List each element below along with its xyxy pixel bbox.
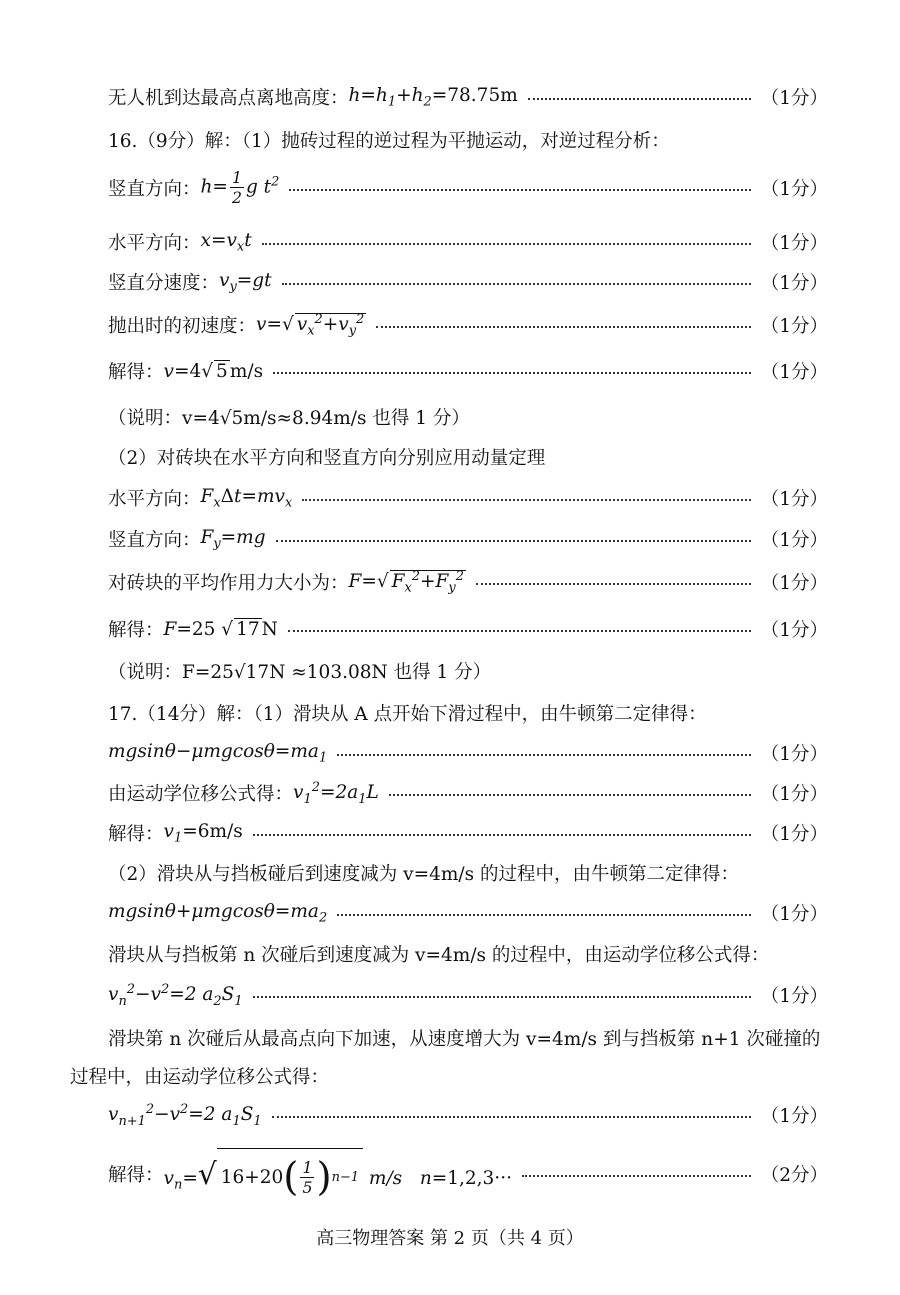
formula: $v_n^2-v^2=2$ $a_2S_1$ (108, 982, 243, 1009)
answer-line (108, 740, 828, 766)
formula: $v_y=gt$ (219, 269, 272, 295)
answer-line (108, 1102, 828, 1129)
line-label: 解得： (108, 620, 164, 641)
line-label: 对砖块的平均作用力大小为： (108, 573, 349, 595)
answer-line (108, 1148, 828, 1200)
question-heading (108, 700, 707, 726)
leader-dots (376, 326, 750, 328)
formula: $h=h_1+h_2=78.75m$ (348, 84, 518, 110)
score: （1分） (760, 178, 828, 200)
score: （2分） (760, 1165, 828, 1186)
heading-text: 17.（14分）解：（1）滑块从 A 点开始下滑过程中，由牛顿第二定律得： (108, 704, 707, 725)
line-label: 解得： (108, 1165, 164, 1186)
note (108, 658, 491, 684)
answer-line (108, 616, 828, 642)
paragraph-text: 过程中，由运动学位移公式得： (70, 1067, 330, 1088)
score: （1分） (760, 744, 828, 765)
score: （1分） (760, 233, 828, 254)
leader-dots (289, 189, 750, 191)
answer-line (108, 900, 828, 926)
formula: $mgsin\theta-\mu mgcos\theta=ma_1$ (108, 740, 328, 766)
leader-dots (253, 996, 751, 998)
formula: $x=v_xt$ (200, 229, 252, 255)
score: （1分） (760, 904, 828, 925)
answer-line (108, 84, 828, 110)
paragraph-text: 滑块第 n 次碰后从最高点向下加速，从速度增大为 v=4m/s 到与挡板第 n+1 次碰撞的 (108, 1029, 821, 1050)
sub-question (108, 444, 545, 470)
score: （1分） (760, 986, 828, 1008)
sub-question-text: （2）滑块从与挡板碰后到速度减为 v=4m/s 的过程中，由牛顿第二定律得： (108, 864, 740, 885)
answer-line (108, 780, 828, 807)
leader-dots (302, 499, 750, 501)
score: （1分） (760, 362, 828, 383)
paragraph (70, 1063, 329, 1089)
line-label: 由运动学位移公式得： (108, 784, 294, 806)
score: （1分） (760, 316, 828, 338)
line-label: 解得： (108, 362, 164, 383)
paragraph (108, 1025, 820, 1051)
leader-dots (262, 243, 751, 245)
answer-line (108, 229, 828, 255)
leader-dots (522, 1175, 751, 1177)
formula: $mgsin\theta+\mu mgcos\theta=ma_2$ (108, 900, 328, 926)
line-label: 解得： (108, 824, 164, 845)
formula: $v_n=$ √ 16+20 ( $\frac{1}{5}$ ) n−1 m/s n=1,2,3··· (164, 1148, 512, 1200)
line-label: 水平方向： (108, 233, 201, 254)
leader-dots (276, 540, 751, 542)
note (108, 404, 470, 430)
formula: F=√ $F_x^2+F_y^2$ (348, 569, 464, 596)
leader-dots (288, 630, 751, 632)
score: （1分） (760, 573, 828, 595)
score: （1分） (760, 88, 828, 109)
score: （1分） (760, 273, 828, 294)
formula: $F_x\Delta t=mv_x$ (200, 485, 293, 511)
score: （1分） (760, 489, 828, 510)
leader-dots (282, 283, 751, 285)
score: （1分） (760, 530, 828, 551)
answer-line (108, 982, 828, 1009)
leader-dots (476, 583, 751, 585)
score: （1分） (760, 824, 828, 845)
leader-dots (272, 1116, 751, 1118)
formula: v=4√ 5 m/s (163, 360, 264, 382)
heading-text: 16.（9分）解：（1）抛砖过程的逆过程为平抛运动，对逆过程分析： (108, 131, 670, 152)
score: （1分） (760, 620, 828, 641)
leader-dots (337, 914, 751, 916)
line-label: 水平方向： (108, 489, 201, 510)
formula: v=√ $v_x^2+v_y^2$ (256, 312, 365, 339)
line-label: 抛出时的初速度： (108, 316, 257, 338)
sub-question-text: （2）对砖块在水平方向和竖直方向分别应用动量定理 (108, 448, 546, 469)
answer-line (108, 526, 828, 552)
line-label: 无人机到达最高点离地高度： (108, 88, 349, 109)
line-label: 竖直方向： (108, 530, 201, 551)
leader-dots (528, 98, 751, 100)
formula: $v_1=6m/s$ (163, 820, 243, 846)
leader-dots (389, 794, 751, 796)
leader-dots (337, 754, 751, 756)
question-heading (108, 127, 670, 153)
formula: $v_1^2=2a_1L$ (293, 780, 379, 807)
answer-line (108, 269, 828, 295)
answer-line (108, 358, 828, 384)
note-text: （说明：v=4√5m/s≈8.94m/s 也得 1 分） (108, 408, 470, 429)
leader-dots (253, 834, 751, 836)
score: （1分） (760, 784, 828, 806)
leader-dots (273, 372, 751, 374)
score: （1分） (760, 1106, 828, 1128)
formula: F=25 √ 17 N (163, 618, 278, 640)
answer-line (108, 569, 828, 596)
line-label: 竖直方向： (108, 178, 201, 200)
sub-question (108, 860, 739, 886)
answer-line (108, 168, 828, 207)
page-footer: 高三物理答案 第 2 页（共 4 页） (316, 1228, 584, 1249)
formula: h= $\frac{1}{2}$ g $t^2$ (200, 168, 280, 207)
formula: $F_y=mg$ (200, 526, 266, 552)
answer-line (108, 485, 828, 511)
line-label: 竖直分速度： (108, 273, 220, 294)
note-text: （说明：F=25√17N ≈103.08N 也得 1 分） (108, 662, 492, 683)
paragraph-text: 滑块从与挡板第 n 次碰后到速度减为 v=4m/s 的过程中，由运动学位移公式得： (108, 945, 770, 966)
paragraph (108, 941, 769, 967)
formula: $v_{n+1}^2-v^2=2$ $a_1S_1$ (108, 1102, 262, 1129)
answer-line (108, 820, 828, 846)
answer-line (108, 312, 828, 339)
